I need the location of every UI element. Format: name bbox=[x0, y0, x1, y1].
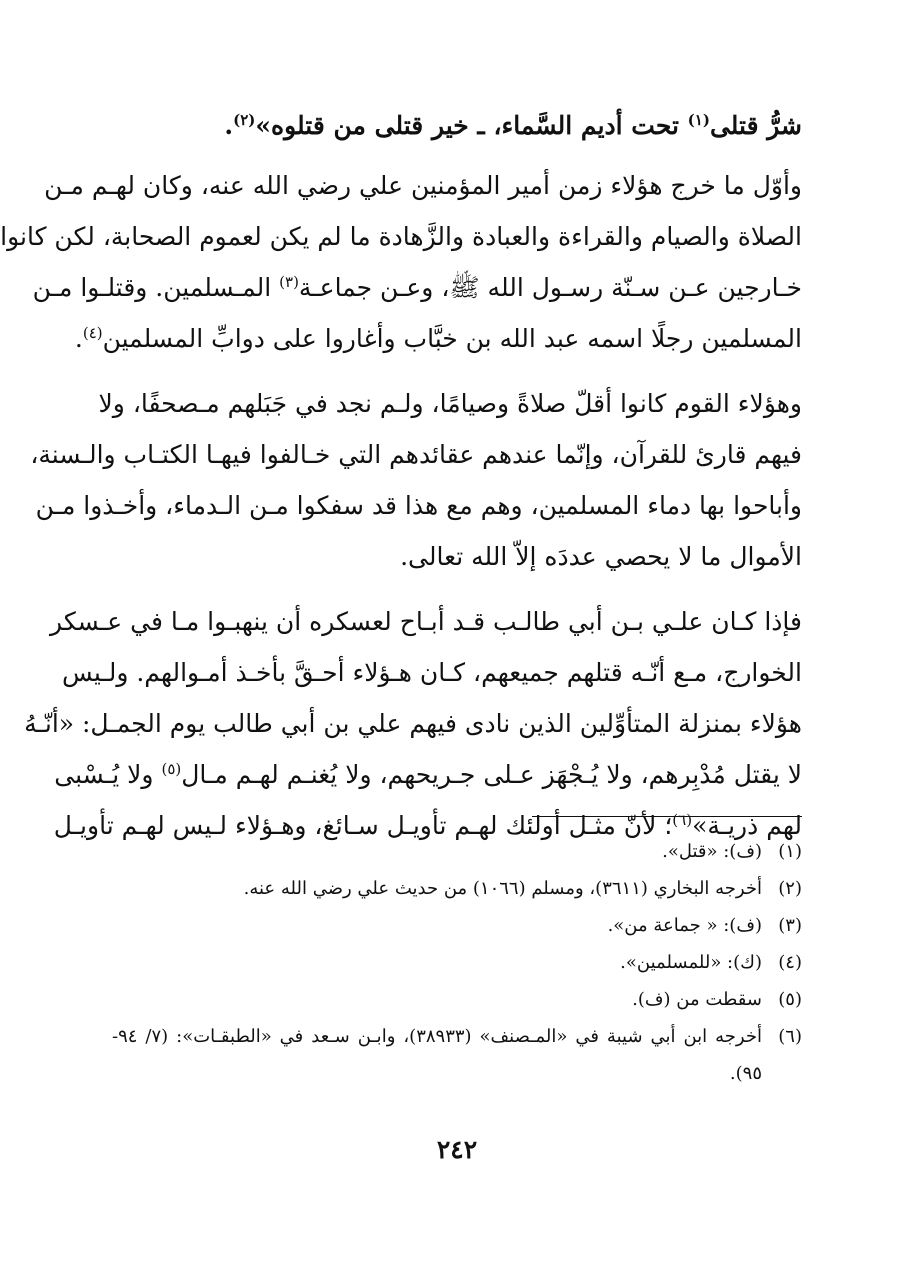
footnote-number: (٢) bbox=[778, 878, 802, 899]
text-line: وأباحوا بها دماء المسلمين، وهم مع هذا قد سفكوا مـن الـدماء، وأخـذوا مـن bbox=[35, 491, 802, 520]
text-line: لا يقتل مُدْبِرهم، ولا يُـجْهَز عـلى جـريحهم، ولا يُغنـم لهـم مـال$^{(٥)}$ ولا يُـسْبى bbox=[54, 760, 802, 789]
footnote-text: (ف): «قتل». bbox=[662, 841, 762, 862]
text-line: خـارجين عـن سـنّة رسـول الله ﷺ، وعـن جماعـة$^{(٣)}$ المـسلمين. وقتلـوا مـن bbox=[32, 273, 802, 302]
text-line: الخوارج، مـع أنّـه قتلهم جميعهم، كـان هـؤلاء أحـقَّ بأخـذ أمـوالهم. ولـيس bbox=[61, 658, 802, 687]
text-line: فإذا كـان علـي بـن أبي طالـب قـد أبـاح لعسكره أن ينهبـوا مـا في عـسكر bbox=[50, 607, 802, 636]
footnote-ref-3[interactable]: (٣) bbox=[279, 273, 299, 291]
footnote-continuation: ٩٥). bbox=[729, 1063, 762, 1084]
footnote-text: أخرجه ابن أبي شيبة في «المـصنف» (٣٨٩٣٣)، وابـن سـعد في «الطبقـات»: (٧/ ٩٤- bbox=[112, 1026, 762, 1047]
opening-line: شرُّ قتلى$^{(١)}$ تحت أديم السَّماء، ـ خير قتلى من قتلوه»$^{(٢)}$. bbox=[224, 111, 802, 140]
footnote-number: (٥) bbox=[778, 989, 802, 1010]
text-line: الصلاة والصيام والقراءة والعبادة والزَّهادة ما لم يكن لعموم الصحابة، لكن كانوا bbox=[0, 222, 802, 251]
text-line: لهم ذريـة»$^{(٦)}$؛ لأنّ مثـل أولئك لهـم تأويـل سـائغ، وهـؤلاء لـيس لهـم تأويـل bbox=[53, 811, 802, 840]
footnote-ref-4[interactable]: (٤) bbox=[82, 324, 103, 342]
footnote-number: (٣) bbox=[778, 915, 802, 936]
footnote-item bbox=[112, 870, 802, 907]
footnote-text: (ف): « جماعة من». bbox=[607, 915, 762, 936]
text-line: الأموال ما لا يحصي عددَه إلاّ الله تعالى. bbox=[400, 542, 802, 571]
paragraph-1 bbox=[0, 160, 802, 364]
footnote-ref-1[interactable]: (١) bbox=[687, 111, 710, 129]
footnote-number: (٤) bbox=[778, 952, 802, 973]
paragraph-gap bbox=[112, 582, 802, 596]
text-line: وأوّل ما خرج هؤلاء زمن أمير المؤمنين علي رضي الله عنه، وكان لهـم مـن bbox=[44, 171, 802, 200]
paragraph-3 bbox=[24, 596, 802, 851]
footnote-ref-2[interactable]: (٢) bbox=[233, 111, 256, 129]
paragraph-gap bbox=[112, 364, 802, 378]
footnote-text: (ك): «للمسلمين». bbox=[620, 952, 762, 973]
footnote-item bbox=[112, 1018, 802, 1055]
text-line: هؤلاء بمنزلة المتأوِّلين الذين نادى فيهم علي بن أبي طالب يوم الجمـل: «أنّـهُ bbox=[24, 709, 802, 738]
footnote-text: سقطت من (ف). bbox=[632, 989, 762, 1010]
footnote-number: (١) bbox=[778, 841, 802, 862]
page-number: ٢٤٢ bbox=[436, 1135, 478, 1164]
footnote-item bbox=[112, 833, 802, 870]
footnote-item bbox=[112, 944, 802, 981]
footnote-item bbox=[112, 907, 802, 944]
paragraph-2 bbox=[30, 378, 802, 582]
footnote-number: (٦) bbox=[778, 1026, 802, 1047]
footnote-ref-5[interactable]: (٥) bbox=[161, 760, 182, 778]
text-line: فيهم قارئ للقرآن، وإنّما عندهم عقائدهم التي خـالفوا فيهـا الكتـاب والـسنة، bbox=[30, 440, 802, 469]
text-line: وهؤلاء القوم كانوا أقلّ صلاةً وصيامًا، ولـم نجد في جَبَلهم مـصحفًا، ولا bbox=[98, 389, 802, 418]
footnotes bbox=[112, 833, 802, 1092]
footnote-text: أخرجه البخاري (٣٦١١)، ومسلم (١٠٦٦) من حديث علي رضي الله عنه. bbox=[243, 878, 762, 899]
footnote-item bbox=[112, 981, 802, 1018]
footnote-ref-6[interactable]: (٦) bbox=[672, 811, 693, 829]
book-page bbox=[0, 100, 802, 1200]
text-line: المسلمين رجلًا اسمه عبد الله بن خبَّاب وأغاروا على دوابِّ المسلمين$^{(٤)}$. bbox=[74, 324, 802, 353]
footnote-separator bbox=[532, 816, 802, 817]
